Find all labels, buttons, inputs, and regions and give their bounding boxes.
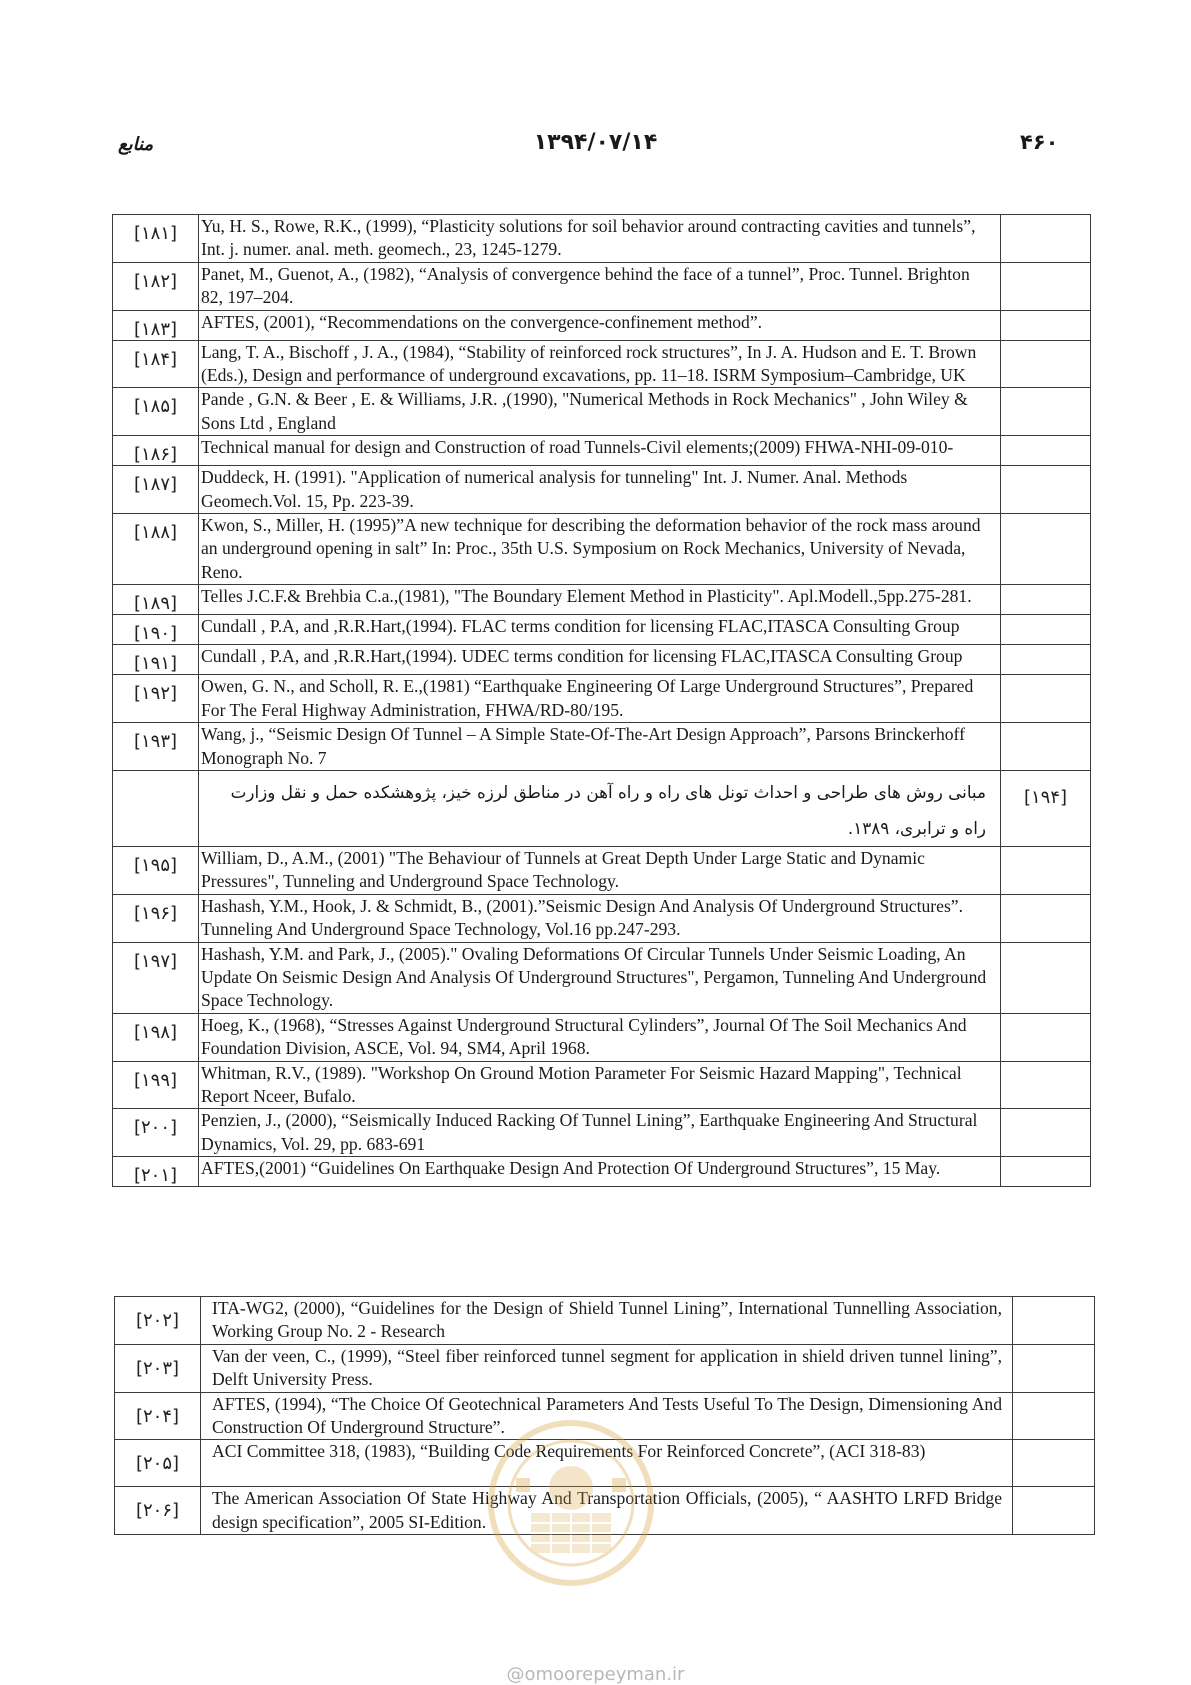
reference-row	[113, 466, 1091, 514]
empty-cell	[1013, 1392, 1095, 1440]
reference-text: Panet, M., Guenot, A., (1982), “Analysis of convergence behind the face of a tunnel”, Proc. Tunnel. Brighton 82, 197–204.	[199, 262, 1001, 310]
reference-number: [۲۰۱]	[113, 1157, 199, 1187]
reference-row	[113, 1013, 1091, 1061]
empty-cell	[1001, 942, 1091, 1013]
reference-number: [۱۸۳]	[113, 310, 199, 340]
empty-cell	[1001, 466, 1091, 514]
empty-cell	[1013, 1487, 1095, 1535]
reference-text: Pande , G.N. & Beer , E. & Williams, J.R. ,(1990), "Numerical Methods in Rock Mechanics" , John Wiley & Sons Ltd , England	[199, 388, 1001, 436]
empty-cell	[1001, 1157, 1091, 1187]
reference-text: AFTES,(2001) “Guidelines On Earthquake Design And Protection Of Underground Structures”, 15 May.	[199, 1157, 1001, 1187]
reference-text: ACI Committee 318, (1983), “Building Code Requirements For Reinforced Concrete”, (ACI 318-83)	[201, 1440, 1013, 1487]
reference-text: Whitman, R.V., (1989). "Workshop On Ground Motion Parameter For Seismic Hazard Mapping", Technical Report Nceer, Bufalo.	[199, 1061, 1001, 1109]
reference-text: Owen, G. N., and Scholl, R. E.,(1981) “Earthquake Engineering Of Large Underground Structures”, Prepared For The Feral Highway Administration, FHWA/RD-80/195.	[199, 675, 1001, 723]
reference-number: [۱۸۹]	[113, 585, 199, 615]
empty-cell	[1013, 1297, 1095, 1345]
reference-text: Hashash, Y.M., Hook, J. & Schmidt, B., (2001).”Seismic Design And Analysis Of Underground Structures”. Tunneling And Underground Space Technology, Vol.16 pp.247-293.	[199, 894, 1001, 942]
reference-text: Lang, T. A., Bischoff , J. A., (1984), “Stability of reinforced rock structures”, In J. A. Hudson and E. T. Brown (Eds.), Design and performance of underground excavations, pp. 11–18. ISRM Symposium–Cambridge, UK	[199, 340, 1001, 388]
reference-text: Telles J.C.F.& Brehbia C.a.,(1981), "The Boundary Element Method in Plasticity". Apl.Modell.,5pp.275-281.	[199, 585, 1001, 615]
reference-number: [۱۸۲]	[113, 262, 199, 310]
empty-cell	[1001, 514, 1091, 585]
section-title: منابع	[118, 134, 154, 155]
reference-row	[113, 615, 1091, 645]
reference-number: [۲۰۶]	[115, 1487, 201, 1535]
references-table	[112, 214, 1091, 1187]
reference-text: Hashash, Y.M. and Park, J., (2005)." Ovaling Deformations Of Circular Tunnels Under Seismic Loading, An Update On Seismic Design And Analysis Of Underground Structures", Pergamon, Tunneling And Underground Space Technology.	[199, 942, 1001, 1013]
reference-number: [۱۹۶]	[113, 894, 199, 942]
empty-cell	[1001, 894, 1091, 942]
reference-row	[113, 514, 1091, 585]
empty-cell	[1001, 262, 1091, 310]
empty-cell	[1001, 846, 1091, 894]
reference-row	[113, 1157, 1091, 1187]
reference-number: [۲۰۴]	[115, 1392, 201, 1440]
empty-cell	[1001, 310, 1091, 340]
reference-number: [۱۹۸]	[113, 1013, 199, 1061]
reference-number: [۱۹۴]	[1001, 770, 1091, 846]
reference-text: Penzien, J., (2000), “Seismically Induced Racking Of Tunnel Lining”, Earthquake Engineering And Structural Dynamics, Vol. 29, pp. 683-691	[199, 1109, 1001, 1157]
reference-row	[113, 262, 1091, 310]
reference-number: [۱۸۱]	[113, 215, 199, 263]
reference-row	[113, 1061, 1091, 1109]
reference-row	[113, 770, 1091, 846]
reference-text: مبانی روش های طراحی و احداث تونل های راه و راه آهن در مناطق لرزه خیز، پژوهشکده حمل و نقل وزارت راه و ترابری، ۱۳۸۹.	[199, 770, 1001, 846]
empty-cell	[1001, 1109, 1091, 1157]
empty-cell	[1001, 645, 1091, 675]
reference-text: Yu, H. S., Rowe, R.K., (1999), “Plasticity solutions for soil behavior around contracting cavities and tunnels”, Int. j. numer. anal. meth. geomech., 23, 1245-1279.	[199, 215, 1001, 263]
reference-row	[113, 1109, 1091, 1157]
reference-text: Duddeck, H. (1991). "Application of numerical analysis for tunneling" Int. J. Numer. Anal. Methods Geomech.Vol. 15, Pp. 223-39.	[199, 466, 1001, 514]
reference-number: [۲۰۵]	[115, 1440, 201, 1487]
reference-number: [۱۹۷]	[113, 942, 199, 1013]
reference-text: Kwon, S., Miller, H. (1995)”A new technique for describing the deformation behavior of the rock mass around an underground opening in salt” In: Proc., 35th U.S. Symposium on Rock Mechanics, University of Nevada, Reno.	[199, 514, 1001, 585]
empty-cell	[1001, 615, 1091, 645]
empty-cell	[1001, 675, 1091, 723]
reference-text: AFTES, (2001), “Recommendations on the convergence-confinement method”.	[199, 310, 1001, 340]
reference-row	[115, 1344, 1095, 1392]
reference-row	[113, 942, 1091, 1013]
empty-cell	[1001, 388, 1091, 436]
reference-number: [۱۸۶]	[113, 436, 199, 466]
reference-text: Technical manual for design and Construction of road Tunnels-Civil elements;(2009) FHWA-NHI-09-010-	[199, 436, 1001, 466]
reference-row	[113, 846, 1091, 894]
reference-number: [۱۹۵]	[113, 846, 199, 894]
reference-row	[113, 645, 1091, 675]
empty-cell	[1013, 1440, 1095, 1487]
empty-cell	[1001, 215, 1091, 263]
empty-cell	[1001, 723, 1091, 771]
empty-cell	[113, 770, 199, 846]
reference-number: [۱۹۲]	[113, 675, 199, 723]
reference-number: [۲۰۰]	[113, 1109, 199, 1157]
reference-row	[113, 310, 1091, 340]
reference-text: Van der veen, C., (1999), “Steel fiber reinforced tunnel segment for application in shield driven tunnel lining”, Delft University Press.	[201, 1344, 1013, 1392]
reference-number: [۲۰۲]	[115, 1297, 201, 1345]
reference-row	[113, 723, 1091, 771]
empty-cell	[1001, 340, 1091, 388]
reference-text: The American Association Of State Highway And Transportation Officials, (2005), “ AASHTO LRFD Bridge design specification”, 2005 SI-Edition.	[201, 1487, 1013, 1535]
reference-row	[113, 388, 1091, 436]
empty-cell	[1001, 585, 1091, 615]
reference-text: ITA-WG2, (2000), “Guidelines for the Design of Shield Tunnel Lining”, International Tunnelling Association, Working Group No. 2 - Research	[201, 1297, 1013, 1345]
empty-cell	[1001, 436, 1091, 466]
reference-number: [۱۹۹]	[113, 1061, 199, 1109]
reference-number: [۱۹۰]	[113, 615, 199, 645]
reference-number: [۱۸۸]	[113, 514, 199, 585]
reference-number: [۲۰۳]	[115, 1344, 201, 1392]
empty-cell	[1001, 1061, 1091, 1109]
reference-text: Hoeg, K., (1968), “Stresses Against Underground Structural Cylinders”, Journal Of The Soil Mechanics And Foundation Division, ASCE, Vol. 94, SM4, April 1968.	[199, 1013, 1001, 1061]
reference-row	[113, 585, 1091, 615]
reference-number: [۱۹۳]	[113, 723, 199, 771]
empty-cell	[1001, 1013, 1091, 1061]
reference-text: AFTES, (1994), “The Choice Of Geotechnical Parameters And Tests Useful To The Design, Dimensioning And Construction Of Underground Structure”.	[201, 1392, 1013, 1440]
page-date: ۱۳۹۴/۰۷/۱۴	[533, 130, 658, 155]
reference-row	[113, 894, 1091, 942]
reference-row	[115, 1297, 1095, 1345]
reference-text: William, D., A.M., (2001) "The Behaviour of Tunnels at Great Depth Under Large Static and Dynamic Pressures", Tunneling and Underground Space Technology.	[199, 846, 1001, 894]
page-number: ۴۶۰	[1020, 130, 1059, 154]
reference-row	[113, 436, 1091, 466]
watermark-seal	[486, 1418, 656, 1588]
reference-text: Cundall , P.A, and ,R.R.Hart,(1994). UDEC terms condition for licensing FLAC,ITASCA Consulting Group	[199, 645, 1001, 675]
reference-row	[113, 340, 1091, 388]
empty-cell	[1013, 1344, 1095, 1392]
reference-number: [۱۸۷]	[113, 466, 199, 514]
reference-number: [۱۸۴]	[113, 340, 199, 388]
reference-text: Cundall , P.A, and ,R.R.Hart,(1994). FLAC terms condition for licensing FLAC,ITASCA Consulting Group	[199, 615, 1001, 645]
reference-text: Wang, j., “Seismic Design Of Tunnel – A Simple State-Of-The-Art Design Approach”, Parsons Brinckerhoff Monograph No. 7	[199, 723, 1001, 771]
watermark-site: @omoorepeyman.ir	[506, 1664, 685, 1685]
reference-number: [۱۹۱]	[113, 645, 199, 675]
reference-row	[113, 215, 1091, 263]
reference-row	[113, 675, 1091, 723]
reference-number: [۱۸۵]	[113, 388, 199, 436]
